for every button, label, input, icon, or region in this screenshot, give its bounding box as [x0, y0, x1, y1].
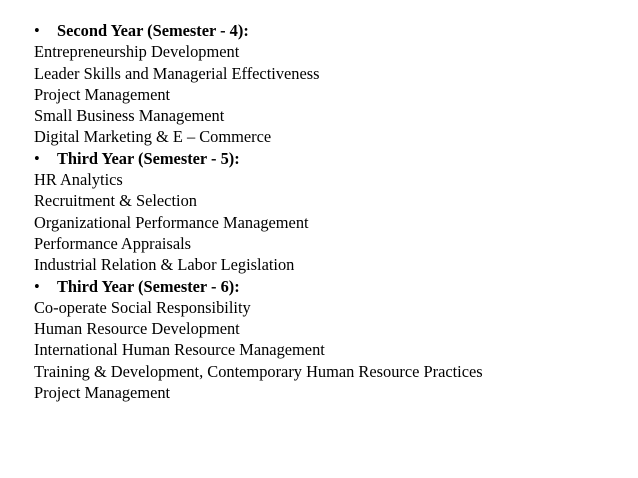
section-heading-semester-5: [34, 148, 624, 169]
bullet-icon: •: [34, 21, 40, 40]
heading-text: Third Year (Semester - 6):: [57, 276, 240, 296]
heading-text: Third Year (Semester - 5):: [57, 148, 240, 168]
section-heading-semester-4: [34, 20, 624, 41]
list-item: Project Management: [34, 383, 171, 403]
list-item: HR Analytics: [34, 170, 123, 190]
list-item: Performance Appraisals: [34, 233, 192, 253]
section-heading-semester-6: [34, 276, 624, 297]
bullet-icon: •: [34, 148, 40, 168]
list-item: Human Resource Development: [34, 319, 240, 339]
bullet-icon: •: [34, 276, 40, 296]
list-item: International Human Resource Management: [34, 340, 325, 360]
heading-text: Second Year (Semester - 4):: [57, 21, 249, 40]
list-item: Project Management: [34, 84, 171, 104]
list-item: Leader Skills and Managerial Effectiveness: [34, 63, 320, 83]
list-item: Industrial Relation & Labor Legislation: [34, 255, 295, 275]
list-item: Digital Marketing & E – Commerce: [34, 127, 272, 147]
list-item: Recruitment & Selection: [34, 191, 197, 211]
list-item: Organizational Performance Management: [34, 212, 309, 232]
list-item: Entrepreneurship Development: [34, 42, 240, 62]
course-list: [34, 20, 624, 403]
list-item: Training & Development, Contemporary Human Resource Practices: [34, 361, 483, 381]
list-item: Small Business Management: [34, 106, 225, 126]
list-item: Co-operate Social Responsibility: [34, 297, 251, 317]
